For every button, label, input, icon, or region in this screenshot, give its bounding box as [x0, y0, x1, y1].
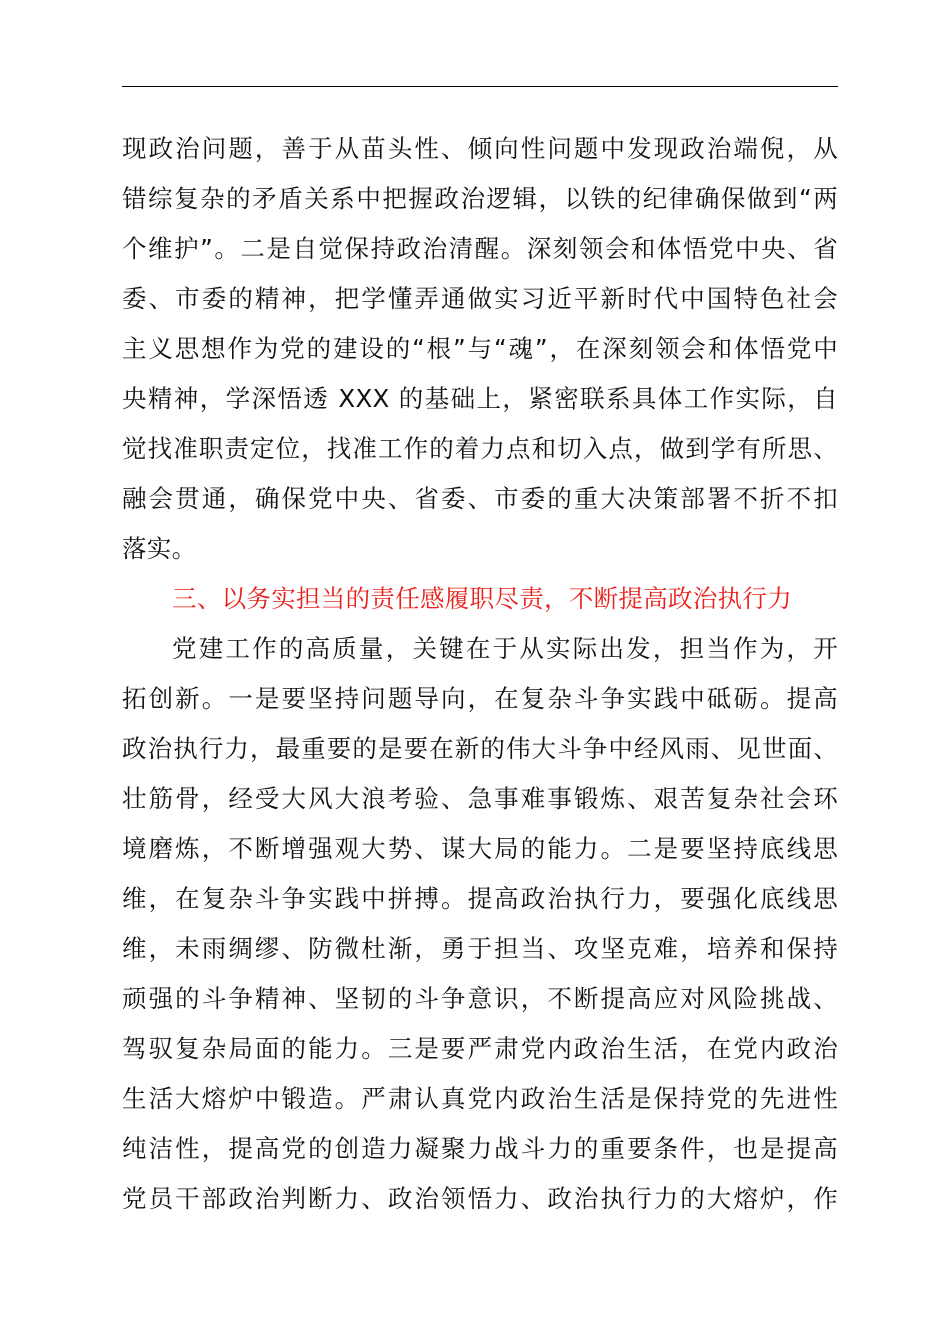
- text-line-16: 维，未雨绸缪、防微杜渐，勇于担当、攻坚克难，培养和保持: [122, 934, 838, 963]
- section-heading: 三、以务实担当的责任感履职尽责，不断提高政治执行力: [172, 584, 792, 613]
- text-line-19: 生活大熔炉中锻造。严肃认真党内政治生活是保持党的先进性: [122, 1084, 838, 1113]
- text-line-4: 委、市委的精神，把学懂弄通做实习近平新时代中国特色社会: [122, 284, 838, 313]
- header-rule: [122, 86, 838, 87]
- text-line-18: 驾驭复杂局面的能力。三是要严肃党内政治生活，在党内政治: [122, 1034, 838, 1063]
- text-line-17: 顽强的斗争精神、坚韧的斗争意识，不断提高应对风险挑战、: [122, 984, 838, 1013]
- text-line-6: 央精神，学深悟透 XXX 的基础上，紧密联系具体工作实际，自: [122, 384, 838, 413]
- text-line-9: 落实。: [122, 534, 197, 563]
- text-line-21: 党员干部政治判断力、政治领悟力、政治执行力的大熔炉，作: [122, 1184, 838, 1213]
- text-line-13: 壮筋骨，经受大风大浪考验、急事难事锻炼、艰苦复杂社会环: [122, 784, 838, 813]
- text-line-14: 境磨炼，不断增强观大势、谋大局的能力。二是要坚持底线思: [122, 834, 838, 863]
- text-line-20: 纯洁性，提高党的创造力凝聚力战斗力的重要条件，也是提高: [122, 1134, 838, 1163]
- text-line-5: 主义思想作为党的建设的“根”与“魂”，在深刻领会和体悟党中: [122, 334, 838, 363]
- text-line-3: 个维护”。二是自觉保持政治清醒。深刻领会和体悟党中央、省: [122, 234, 838, 263]
- text-line-7: 觉找准职责定位，找准工作的着力点和切入点，做到学有所思、: [122, 434, 838, 463]
- document-body: [122, 124, 838, 1224]
- text-line-15: 维，在复杂斗争实践中拼搏。提高政治执行力，要强化底线思: [122, 884, 838, 913]
- text-line-11: 拓创新。一是要坚持问题导向，在复杂斗争实践中砥砺。提高: [122, 684, 838, 713]
- text-line-1: 现政治问题，善于从苗头性、倾向性问题中发现政治端倪，从: [122, 134, 838, 163]
- text-line-2: 错综复杂的矛盾关系中把握政治逻辑，以铁的纪律确保做到“两: [122, 184, 838, 213]
- text-line-8: 融会贯通，确保党中央、省委、市委的重大决策部署不折不扣: [122, 484, 838, 513]
- paragraph-first-line: 党建工作的高质量，关键在于从实际出发，担当作为，开: [172, 634, 838, 663]
- text-line-12: 政治执行力，最重要的是要在新的伟大斗争中经风雨、见世面、: [122, 734, 838, 763]
